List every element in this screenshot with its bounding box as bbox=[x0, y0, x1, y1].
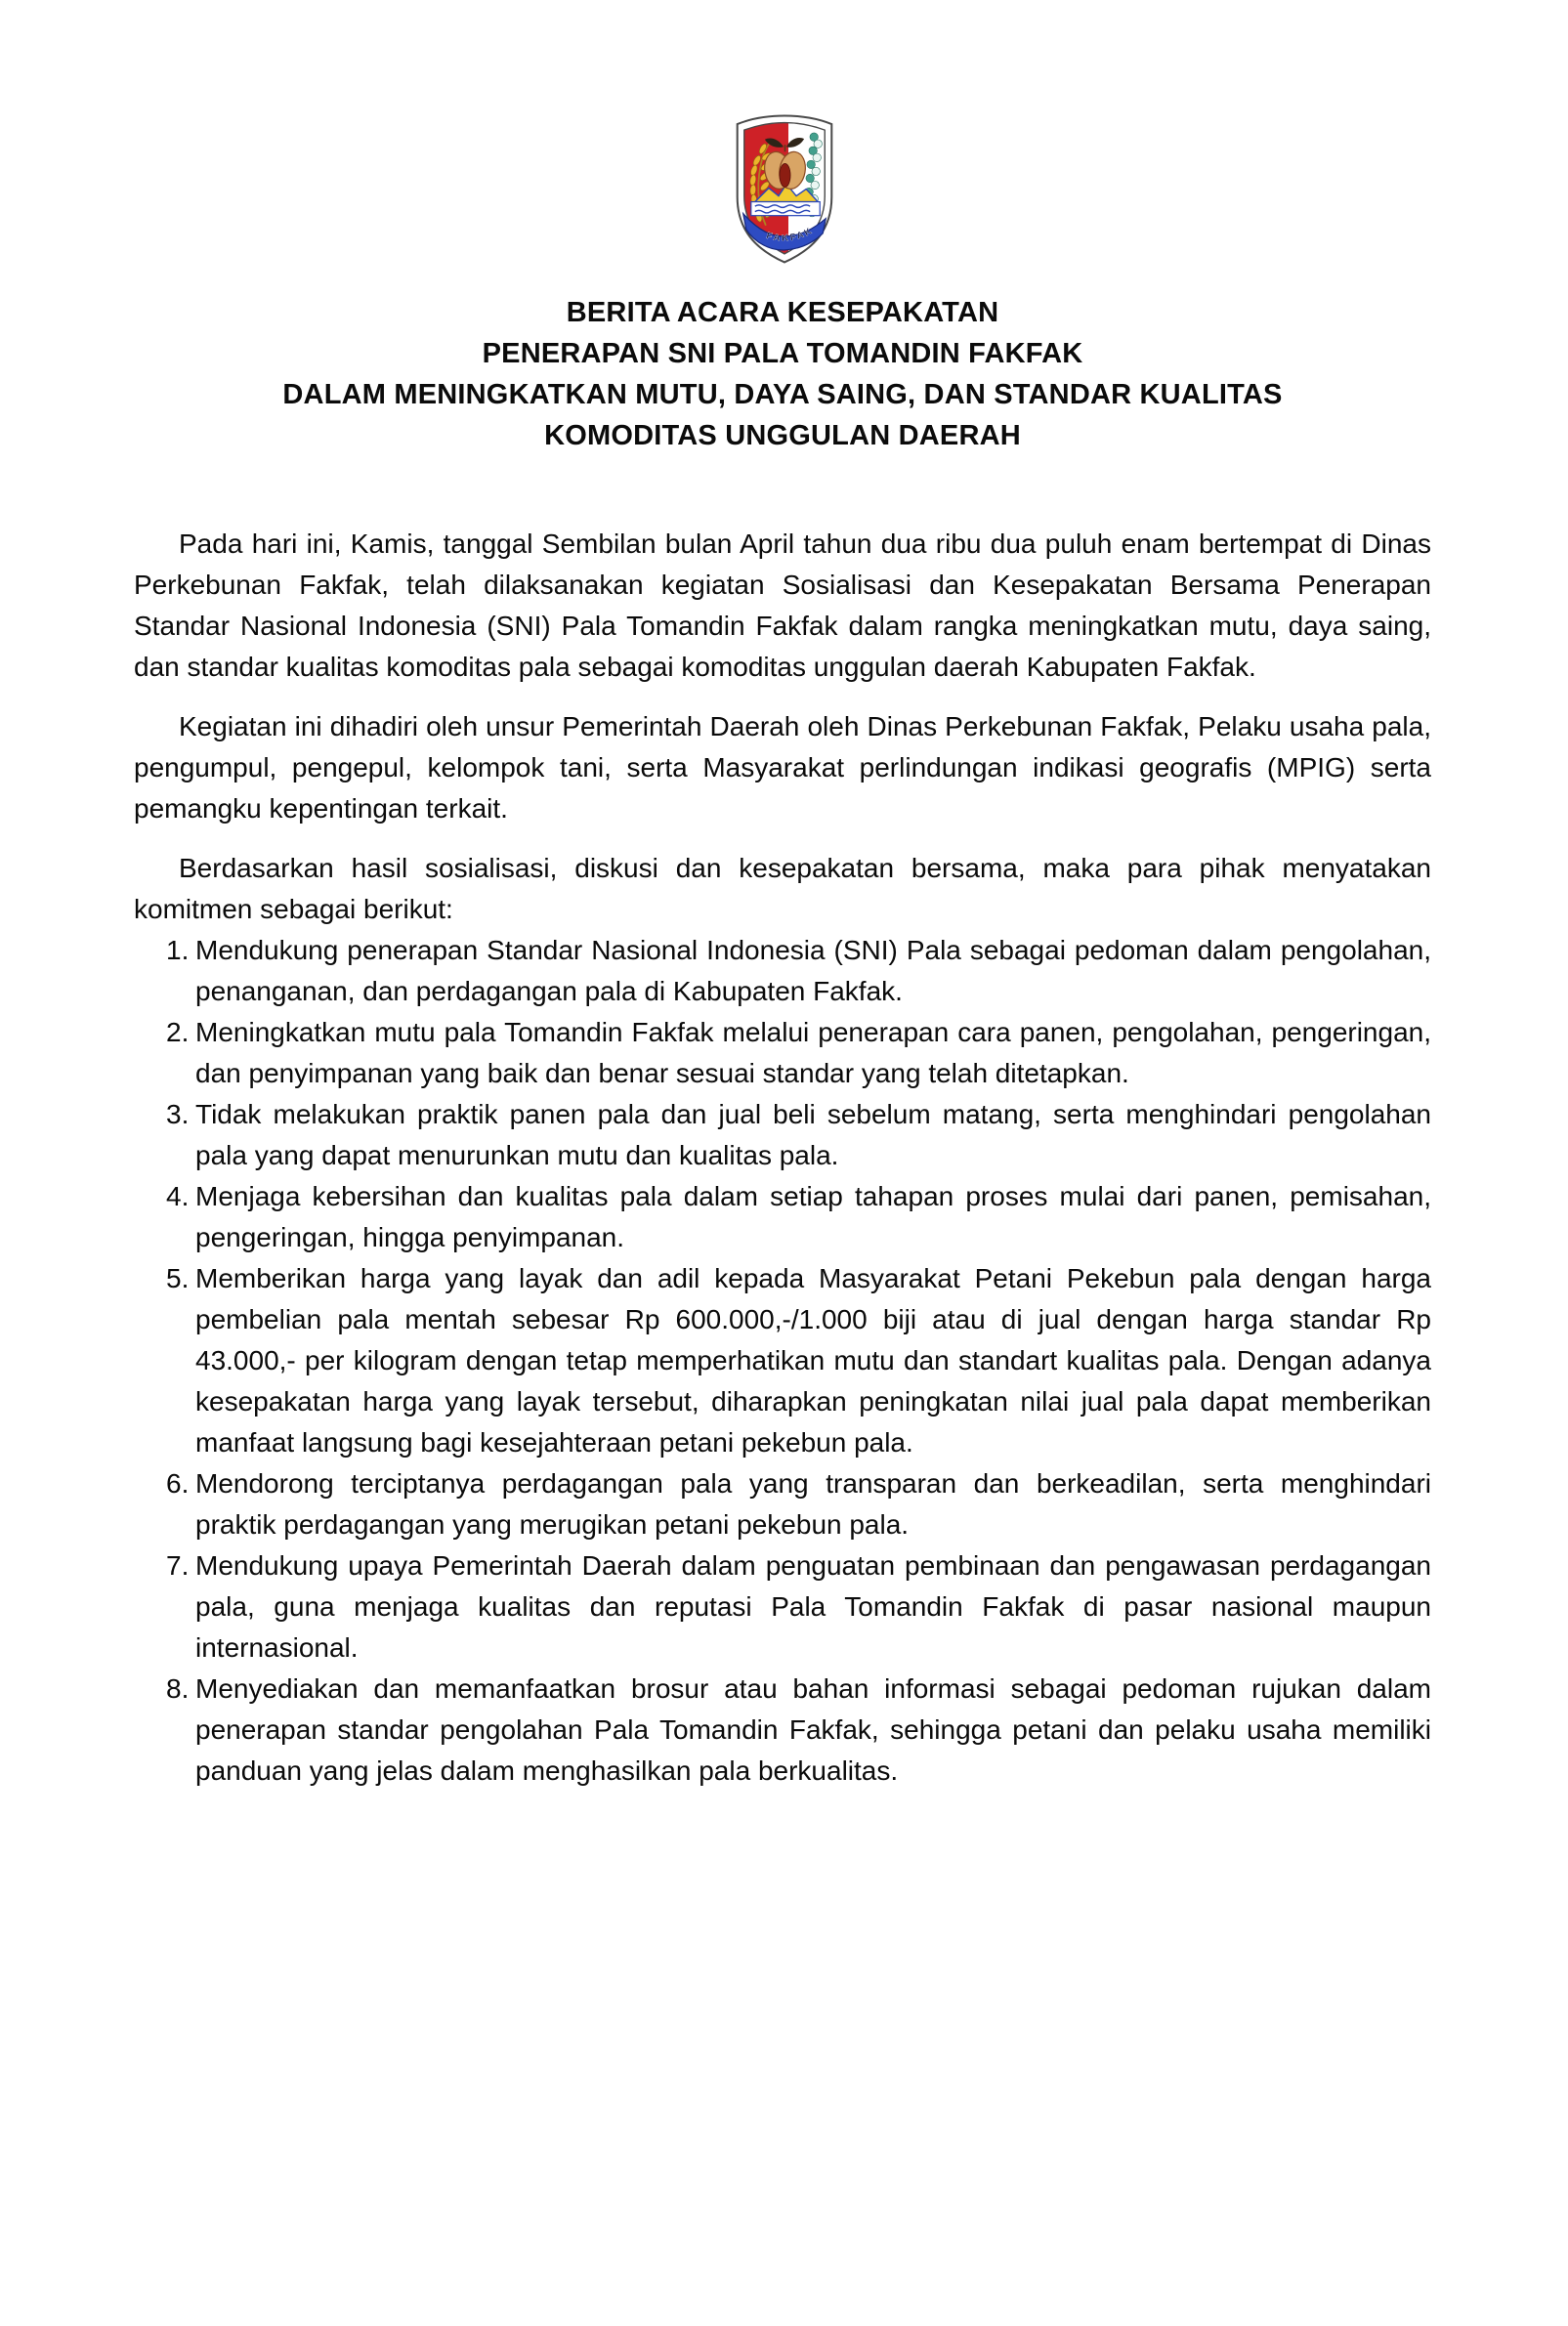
list-item-number: 5. bbox=[166, 1263, 190, 1293]
logo-banner-text: FAKFAK bbox=[764, 225, 816, 244]
water-waves-icon bbox=[750, 202, 819, 216]
title-line-4: KOMODITAS UNGGULAN DAERAH bbox=[544, 420, 1021, 451]
list-item-text: Mendukung upaya Pemerintah Daerah dalam penguatan pembinaan dan pengawasan perdagangan pala, guna menjaga kualitas dan reputasi Pala Tomandin Fakfak di pasar nasional maupun internasional. bbox=[195, 1550, 1431, 1663]
list-item-number: 6. bbox=[166, 1468, 190, 1499]
document-body bbox=[134, 524, 1431, 1792]
list-item-text: Menyediakan dan memanfaatkan brosur atau bahan informasi sebagai pedoman rujukan dalam penerapan standar pengolahan Pala Tomandin Fakfak, sehingga petani dan pelaku usaha memiliki panduan yang jelas dalam menghasilkan pala berkualitas. bbox=[195, 1673, 1431, 1786]
list-item-text: Mendukung penerapan Standar Nasional Indonesia (SNI) Pala sebagai pedoman dalam pengolahan, penanganan, dan perdagangan pala di Kabupaten Fakfak. bbox=[195, 935, 1431, 1006]
list-item-5 bbox=[134, 1258, 1431, 1463]
list-item-text: Meningkatkan mutu pala Tomandin Fakfak melalui penerapan cara panen, pengolahan, pengeringan, dan penyimpanan yang baik dan benar sesuai standar yang telah ditetapkan. bbox=[195, 1017, 1431, 1088]
paragraph-attendees: Kegiatan ini dihadiri oleh unsur Pemerintah Daerah oleh Dinas Perkebunan Fakfak, Pelaku usaha pala, pengumpul, pengepul, kelompok tani, serta Masyarakat perlindungan indikasi geografis (MPIG) serta pemangku kepentingan terkait. bbox=[134, 711, 1431, 824]
paragraph-opening: Pada hari ini, Kamis, tanggal Sembilan bulan April tahun dua ribu dua puluh enam bertempat di Dinas Perkebunan Fakfak, telah dilaksanakan kegiatan Sosialisasi dan Kesepakatan Bersama Penerapan Standar Nasional Indonesia (SNI) Pala Tomandin Fakfak dalam rangka meningkatkan mutu, daya saing, dan standar kualitas komoditas pala sebagai komoditas unggulan daerah Kabupaten Fakfak. bbox=[134, 529, 1431, 682]
list-item-8 bbox=[134, 1669, 1431, 1792]
list-item-number: 4. bbox=[166, 1181, 190, 1211]
title-line-2: PENERAPAN SNI PALA TOMANDIN FAKFAK bbox=[482, 338, 1083, 369]
list-item-6 bbox=[134, 1463, 1431, 1545]
title-line-1: BERITA ACARA KESEPAKATAN bbox=[566, 297, 999, 328]
list-item-text: Memberikan harga yang layak dan adil kepada Masyarakat Petani Pekebun pala dengan harga pembelian pala mentah sebesar Rp 600.000,-/1.000 biji atau di jual dengan harga standar Rp 43.000,- per kilogram dengan tetap memperhatikan mutu dan standart kualitas pala. Dengan adanya kesepakatan harga yang layak tersebut, diharapkan peningkatan nilai jual pala dapat memberikan manfaat langsung bagi kesejahteraan petani pekebun pala. bbox=[195, 1263, 1431, 1458]
list-item-2 bbox=[134, 1012, 1431, 1094]
list-item-text: Tidak melakukan praktik panen pala dan jual beli sebelum matang, serta menghindari pengolahan pala yang dapat menurunkan mutu dan kualitas pala. bbox=[195, 1099, 1431, 1170]
fakfak-crest-icon bbox=[729, 109, 840, 268]
fakfak-regency-crest-logo bbox=[729, 109, 840, 268]
list-item-4 bbox=[134, 1176, 1431, 1258]
commitment-list bbox=[134, 930, 1431, 1792]
list-item-number: 3. bbox=[166, 1099, 190, 1129]
document-title bbox=[134, 292, 1431, 456]
paragraph-commitments-intro: Berdasarkan hasil sosialisasi, diskusi dan kesepakatan bersama, maka para pihak menyatakan komitmen sebagai berikut: bbox=[134, 853, 1431, 924]
list-item-1 bbox=[134, 930, 1431, 1012]
list-item-number: 7. bbox=[166, 1550, 190, 1581]
list-item-3 bbox=[134, 1094, 1431, 1176]
list-item-text: Mendorong terciptanya perdagangan pala yang transparan dan berkeadilan, serta menghindari praktik perdagangan yang merugikan petani pekebun pala. bbox=[195, 1468, 1431, 1540]
title-line-3: DALAM MENINGKATKAN MUTU, DAYA SAING, DAN STANDAR KUALITAS bbox=[282, 379, 1283, 410]
list-item-text: Menjaga kebersihan dan kualitas pala dalam setiap tahapan proses mulai dari panen, pemisahan, pengeringan, hingga penyimpanan. bbox=[195, 1181, 1431, 1252]
list-item-number: 1. bbox=[166, 935, 190, 965]
list-item-number: 8. bbox=[166, 1673, 190, 1704]
document-page bbox=[0, 109, 1568, 2326]
list-item-number: 2. bbox=[166, 1017, 190, 1047]
list-item-7 bbox=[134, 1545, 1431, 1669]
